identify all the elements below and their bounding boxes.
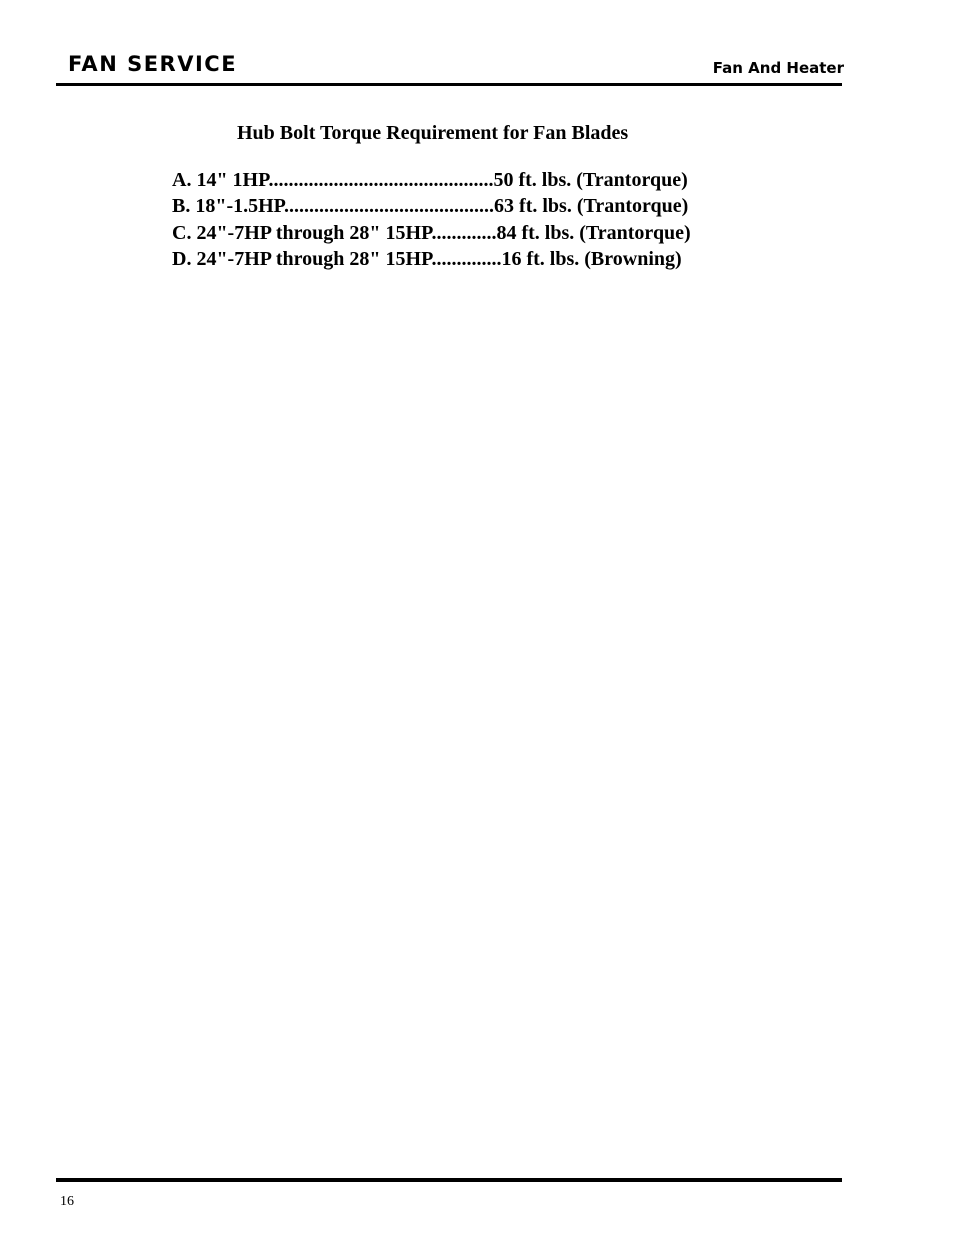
page-number: 16 xyxy=(60,1194,74,1209)
header-chapter-title: Fan And Heater xyxy=(712,59,844,77)
header-section-title: FAN SERVICE xyxy=(68,52,238,76)
torque-heading: Hub Bolt Torque Requirement for Fan Blades xyxy=(237,122,629,144)
torque-spec-item-b: B. 18"-1.5HP..........................................63 ft. lbs. (Trantorque) xyxy=(172,195,689,218)
torque-spec-item-d: D. 24"-7HP through 28" 15HP..............16 ft. lbs. (Browning) xyxy=(172,247,682,270)
torque-spec-list xyxy=(172,167,691,272)
header-divider xyxy=(56,83,842,86)
footer-divider xyxy=(56,1178,842,1182)
torque-spec-item-a: A. 14" 1HP.............................................50 ft. lbs. (Trantorque) xyxy=(172,169,688,191)
torque-spec-item-c: C. 24"-7HP through 28" 15HP.............84 ft. lbs. (Trantorque) xyxy=(172,221,691,244)
